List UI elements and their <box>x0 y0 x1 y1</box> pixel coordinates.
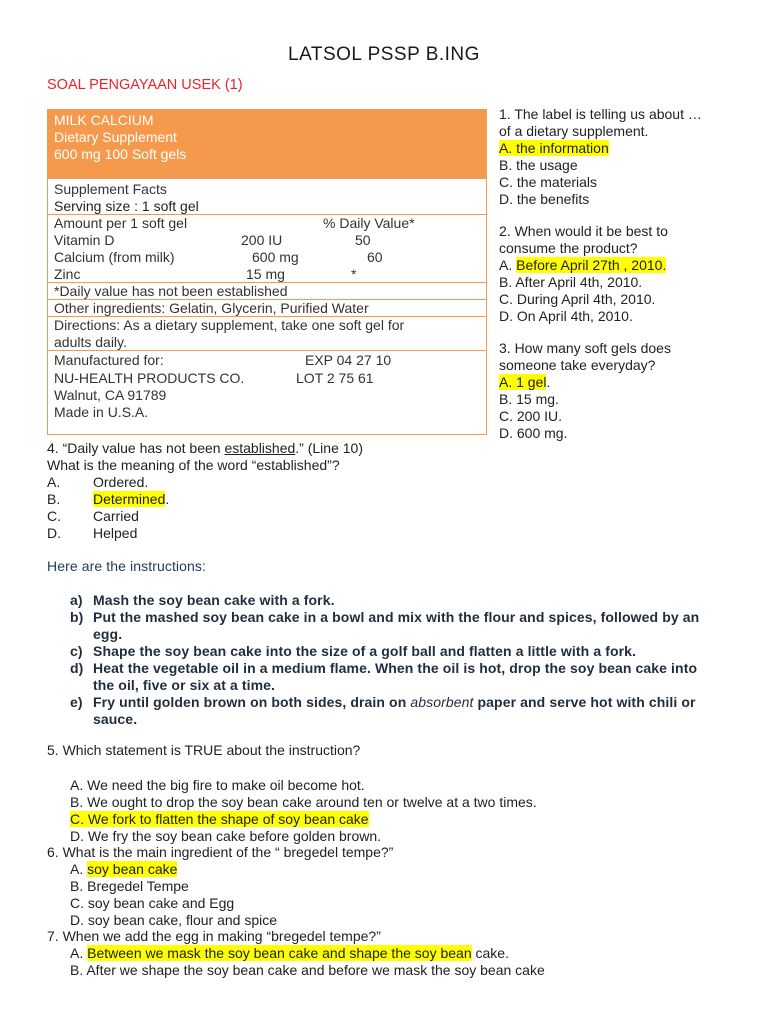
instruction-text: Fry until golden brown on both sides, drain on <box>93 694 411 710</box>
question-stem: 3. How many soft gels does <box>499 340 671 356</box>
option-prefix: A. <box>499 257 517 273</box>
option: B. 15 mg. <box>499 391 559 407</box>
question-6-stem: 6. What is the main ingredient of the “ bregedel tempe?” <box>47 844 394 860</box>
label-product-type: Dietary Supplement <box>54 129 177 145</box>
question-4 <box>47 440 487 542</box>
other-ingredients: Other ingredients: Gelatin, Glycerin, Purified Water <box>54 300 369 316</box>
nutrient-dv: 50 <box>355 232 371 248</box>
nutrient-name: Vitamin D <box>54 232 115 248</box>
instruction-letter: c) <box>70 643 83 659</box>
answer-highlighted: Before April 27th , 2010. <box>516 257 667 273</box>
instruction-text: Mash the soy bean cake with a fork. <box>93 592 335 608</box>
instruction-text: egg. <box>93 626 123 642</box>
nutrient-amount: 15 mg <box>246 266 285 282</box>
facts-title: Supplement Facts <box>54 181 167 197</box>
option: C. soy bean cake and Egg <box>70 895 235 911</box>
question-7-options <box>70 945 545 979</box>
amount-label: Amount per 1 soft gel <box>54 215 188 231</box>
instruction-text: sauce. <box>93 711 138 727</box>
option: Carried <box>93 508 139 524</box>
answer-highlighted: Determined <box>93 491 166 507</box>
instruction-text: the oil, five or six at a time. <box>93 677 276 693</box>
option: D. On April 4th, 2010. <box>499 308 633 324</box>
daily-value-header: % Daily Value* <box>323 215 415 231</box>
option: C. 200 IU. <box>499 408 563 424</box>
question-7-stem: 7. When we add the egg in making “bregedel tempe?” <box>47 928 381 944</box>
nutrient-amount: 600 mg <box>252 249 299 265</box>
instruction-letter: e) <box>70 694 83 710</box>
option: Helped <box>93 525 138 541</box>
question-stem: consume the product? <box>499 240 638 256</box>
answer-highlighted: soy bean cake <box>87 861 178 877</box>
nutrient-dv: * <box>351 266 357 282</box>
option: B. We ought to drop the soy bean cake around ten or twelve at a two times. <box>70 794 537 810</box>
option-letter: D. <box>47 525 61 541</box>
serving-size: Serving size : 1 soft gel <box>54 198 199 214</box>
company-name: NU-HEALTH PRODUCTS CO. <box>54 370 245 386</box>
company-city: Walnut, CA 91789 <box>54 387 167 403</box>
option: D. 600 mg. <box>499 425 568 441</box>
question-stem: 2. When would it be best to <box>499 223 668 239</box>
option: B. Bregedel Tempe <box>70 878 189 894</box>
question-stem: 1. The label is telling us about … <box>499 106 702 122</box>
option-suffix: cake. <box>471 945 509 961</box>
question-1 <box>499 106 702 208</box>
divider <box>48 178 486 179</box>
option-letter: A. <box>47 474 61 490</box>
option-letter: B. <box>47 491 61 507</box>
question-2 <box>499 223 668 325</box>
option-letter: C. <box>47 508 61 524</box>
nutrient-name: Calcium (from milk) <box>54 249 175 265</box>
instruction-item <box>70 609 730 643</box>
question-stem: 4. “Daily value has not been <box>47 440 225 456</box>
question-stem: of a dietary supplement. <box>499 123 649 139</box>
supplement-label <box>47 109 487 435</box>
option: B. the usage <box>499 157 578 173</box>
document-title: LATSOL PSSP B.ING <box>288 44 480 65</box>
option: D. soy bean cake, flour and spice <box>70 912 278 928</box>
label-product-name: MILK CALCIUM <box>54 112 154 128</box>
label-product-size: 600 mg 100 Soft gels <box>54 146 187 162</box>
question-stem: .” (Line 10) <box>295 440 363 456</box>
option: C. During April 4th, 2010. <box>499 291 656 307</box>
option: A. We need the big fire to make oil become hot. <box>70 777 365 793</box>
underlined-word: established <box>224 440 296 456</box>
question-5-options <box>70 777 537 845</box>
instruction-item <box>70 694 730 728</box>
answer-highlighted: A. the information <box>499 140 609 156</box>
country-of-origin: Made in U.S.A. <box>54 404 149 420</box>
document-subtitle: SOAL PENGAYAAN USEK (1) <box>47 77 243 93</box>
option-prefix: A. <box>70 945 88 961</box>
question-stem: What is the meaning of the word “established”? <box>47 457 340 473</box>
instruction-letter: a) <box>70 592 83 608</box>
instructions-list <box>70 592 730 728</box>
option-prefix: A. <box>70 861 88 877</box>
question-3 <box>499 340 671 442</box>
instruction-letter: b) <box>70 609 84 625</box>
instruction-text: Put the mashed soy bean cake in a bowl and mix with the flour and spices, followed by an <box>93 609 700 625</box>
answer-highlighted: A. 1 gel <box>499 374 547 390</box>
directions-line-1: Directions: As a dietary supplement, take one soft gel for <box>54 317 405 333</box>
instruction-item <box>70 660 730 694</box>
divider <box>48 350 486 351</box>
nutrient-name: Zinc <box>54 266 81 282</box>
instruction-text: Shape the soy bean cake into the size of a golf ball and flatten a little with a fork. <box>93 643 637 659</box>
option: C. the materials <box>499 174 598 190</box>
lot-number: LOT 2 75 61 <box>296 370 374 386</box>
answer-highlighted: Between we mask the soy bean cake and shape the soy bean <box>87 945 472 961</box>
instruction-text: Heat the vegetable oil in a medium flame. When the oil is hot, drop the soy bean cake into <box>93 660 698 676</box>
question-stem: someone take everyday? <box>499 357 656 373</box>
italic-word: absorbent <box>410 694 474 710</box>
option: B. After we shape the soy bean cake and before we mask the soy bean cake <box>70 962 545 978</box>
option: B. After April 4th, 2010. <box>499 274 643 290</box>
instruction-item <box>70 643 730 660</box>
nutrient-amount: 200 IU <box>241 232 283 248</box>
directions-line-2: adults daily. <box>54 334 127 350</box>
label-header <box>48 110 486 178</box>
nutrient-dv: 60 <box>367 249 383 265</box>
question-6-options <box>70 861 277 929</box>
instructions-heading: Here are the instructions: <box>47 558 207 574</box>
option: D. the benefits <box>499 191 590 207</box>
option: Ordered. <box>93 474 149 490</box>
option-suffix: . <box>546 374 551 390</box>
question-5-stem: 5. Which statement is TRUE about the instruction? <box>47 742 361 758</box>
daily-value-note: *Daily value has not been established <box>54 283 288 299</box>
expiry-date: EXP 04 27 10 <box>305 352 392 368</box>
manufactured-for: Manufactured for: <box>54 352 164 368</box>
option-suffix: . <box>165 491 170 507</box>
instruction-text: paper and serve hot with chili or <box>473 694 696 710</box>
instruction-letter: d) <box>70 660 84 676</box>
option: D. We fry the soy bean cake before golden brown. <box>70 828 382 844</box>
answer-highlighted: C. We fork to flatten the shape of soy bean cake <box>70 811 369 827</box>
instruction-item <box>70 592 730 609</box>
